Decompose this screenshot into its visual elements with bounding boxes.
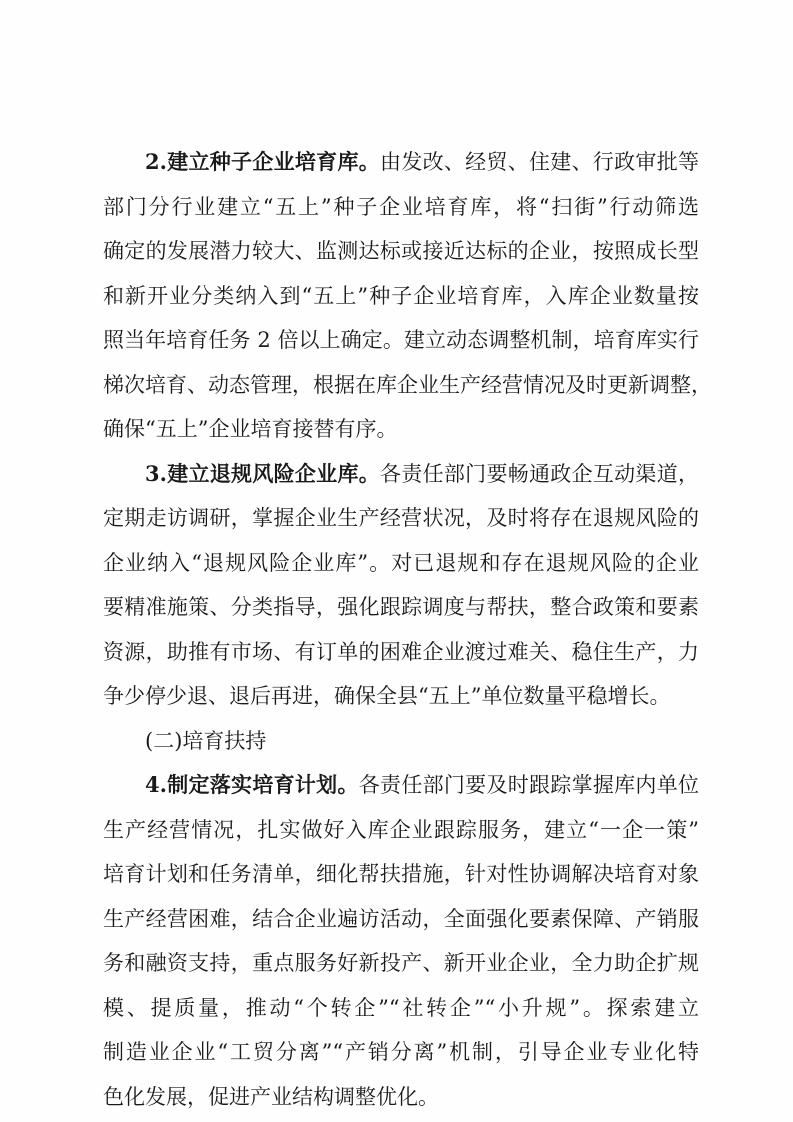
- document-body: [103, 140, 712, 1119]
- paragraph-line: 争少停少退、退后再进，确保全县“五上”单位数量平稳增长。: [103, 684, 671, 708]
- paragraph-line: 部门分行业建立“五上”种子企业培育库，将“扫街”行动筛选: [103, 194, 699, 219]
- paragraph-heading: 4.制定落实培育计划。: [145, 772, 359, 797]
- paragraph-line: 生产经营情况，扎实做好入库企业跟踪服务，建立“一企一策”: [103, 817, 699, 842]
- paragraph-first-line: [103, 452, 699, 497]
- paragraph-heading: 2.建立种子企业培育库。: [145, 149, 381, 174]
- paragraph-text: 各责任部门要畅通政企互动渠道，: [380, 461, 699, 486]
- paragraph-4: [103, 763, 699, 1119]
- paragraph-line: 确定的发展潜力较大、监测达标或接近达标的企业，按照成长型: [103, 239, 699, 263]
- paragraph-line: 和新开业分类纳入到“五上”种子企业培育库，入库企业数量按: [103, 283, 699, 308]
- paragraph-first-line: [103, 763, 699, 808]
- paragraph-line: 制造业企业“工贸分离”“产销分离”机制，引导企业专业化特: [103, 1040, 699, 1064]
- paragraph-line: 生产经营困难，结合企业遍访活动，全面强化要素保障、产销服: [103, 906, 699, 931]
- paragraph-line: 模、提质量，推动“个转企”“社转企”“小升规”。探索建立: [103, 995, 699, 1020]
- paragraph-line: 培育计划和任务清单，细化帮扶措施，针对性协调解决培育对象: [103, 862, 699, 886]
- paragraph-line: 要精准施策、分类指导，强化跟踪调度与帮扶，整合政策和要素: [103, 595, 699, 619]
- paragraph-text: 由发改、经贸、住建、行政审批等: [380, 150, 699, 174]
- paragraph-2: [103, 140, 712, 452]
- paragraph-3: [103, 452, 699, 719]
- paragraph-line: 资源，助推有市场、有订单的困难企业渡过难关、稳住生产，力: [103, 639, 699, 664]
- paragraph-text: 各责任部门要及时跟踪掌握库内单位: [358, 773, 699, 797]
- paragraph-line: 务和融资支持，重点服务好新投产、新开业企业，全力助企扩规: [103, 951, 699, 975]
- paragraph-line: 企业纳入“退规风险企业库”。对已退规和存在退规风险的企业: [103, 550, 699, 575]
- section-heading: (二)培育扶持: [145, 728, 267, 753]
- paragraph-line: 梯次培育、动态管理，根据在库企业生产经营情况及时更新调整，: [103, 372, 712, 397]
- paragraph-heading: 3.建立退规风险企业库。: [145, 460, 381, 486]
- paragraph-line: 确保“五上”企业培育接替有序。: [103, 417, 398, 441]
- paragraph-line: 定期走访调研，掌握企业生产经营状况，及时将存在退规风险的: [103, 506, 699, 530]
- paragraph-first-line: [103, 140, 699, 185]
- paragraph-line: 色化发展，促进产业结构调整优化。: [103, 1084, 439, 1109]
- paragraph-line: 照当年培育任务 2 倍以上确定。建立动态调整机制，培育库实行: [103, 328, 699, 352]
